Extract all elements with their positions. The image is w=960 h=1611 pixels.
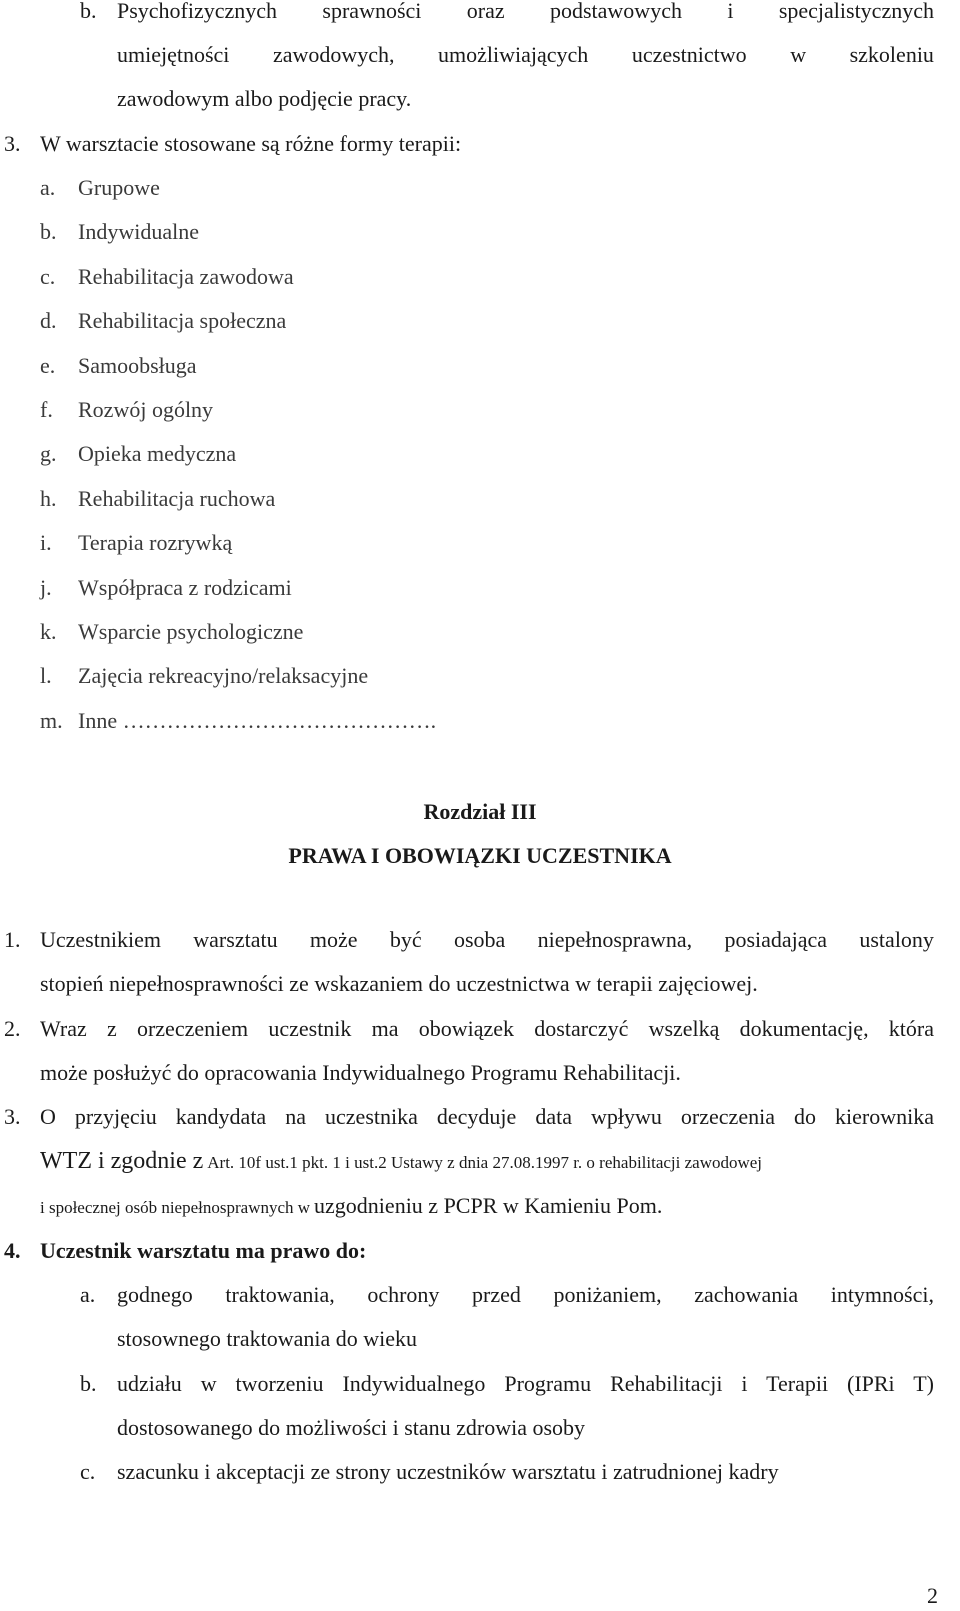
word: ochrony <box>367 1282 440 1307</box>
word: zawodowych, <box>272 42 395 67</box>
text-line: dostosowanego do możliwości i stanu zdrowia osoby <box>117 1415 586 1440</box>
text-line: stosownego traktowania do wieku <box>117 1326 417 1351</box>
word: zachowania <box>694 1282 799 1307</box>
list-marker: a. <box>80 1282 96 1307</box>
word: godnego <box>117 1282 193 1307</box>
word: traktowania, <box>225 1282 335 1307</box>
list-marker: m. <box>40 707 63 733</box>
therapy-item: Współpraca z rodzicami <box>78 574 292 600</box>
list-marker: 2. <box>4 1016 21 1041</box>
text-large: WTZ i zgodnie z <box>40 1148 204 1174</box>
therapy-item: Inne ……………………………………. <box>78 707 437 733</box>
list-marker: 3. <box>4 131 21 156</box>
list-marker: b. <box>80 1371 97 1396</box>
word: specjalistycznych <box>778 0 934 23</box>
word: ustalony <box>859 927 934 952</box>
word: intymności, <box>830 1282 934 1307</box>
list-marker: c. <box>80 1459 96 1484</box>
list-marker: e. <box>40 352 56 378</box>
text-line: Wraz z orzeczeniem uczestnik ma obowiązek dostarczyć wszelką dokumentację, która <box>40 1016 934 1041</box>
list-marker: h. <box>40 485 57 511</box>
justified-line <box>117 0 934 26</box>
therapy-item: Indywidualne <box>78 219 199 245</box>
word: posiadająca <box>724 927 828 952</box>
therapy-item: Rehabilitacja ruchowa <box>78 485 276 511</box>
therapy-item: Grupowe <box>78 175 160 200</box>
section-lead: W warsztacie stosowane są różne formy terapii: <box>40 131 462 156</box>
therapy-item: Terapia rozrywką <box>78 530 233 556</box>
justified-line <box>40 925 934 955</box>
list-marker: b. <box>80 0 97 23</box>
word: umiejętności <box>117 42 230 67</box>
list-marker: k. <box>40 619 57 644</box>
word: być <box>389 927 422 952</box>
word: Uczestnikiem <box>40 927 161 952</box>
chapter-subtitle: PRAWA I OBOWIĄZKI UCZESTNIKA <box>288 843 672 868</box>
word: warsztatu <box>193 927 278 952</box>
word: w <box>790 42 807 67</box>
list-marker: a. <box>40 175 56 200</box>
word: uczestnictwo <box>631 42 747 67</box>
text-small: Art. 10f ust.1 pkt. 1 i ust.2 Ustawy z dnia 27.08.1997 r. o rehabilitacji zawodowej <box>207 1153 763 1172</box>
therapy-item: Zajęcia rekreacyjno/relaksacyjne <box>78 663 369 689</box>
word: i <box>727 0 734 23</box>
text-line: O przyjęciu kandydata na uczestnika decyduje data wpływu orzeczenia do kierownika <box>40 1104 934 1129</box>
list-marker: 3. <box>4 1104 21 1129</box>
word: podstawowych <box>549 0 682 23</box>
justified-line <box>117 40 934 70</box>
justified-line <box>117 1280 934 1310</box>
list-marker: j. <box>40 574 52 600</box>
word: poniżaniem, <box>553 1282 662 1307</box>
word: może <box>309 927 358 952</box>
list-marker: d. <box>40 308 57 334</box>
list-marker: l. <box>40 663 52 689</box>
chapter-title: Rozdział III <box>423 799 537 824</box>
therapy-item: Rehabilitacja społeczna <box>78 308 287 334</box>
therapy-item: Rehabilitacja zawodowa <box>78 263 294 289</box>
word: oraz <box>466 0 505 23</box>
word: Psychofizycznych <box>117 0 278 23</box>
list-marker: g. <box>40 441 57 467</box>
word: niepełnosprawna, <box>537 927 693 952</box>
list-marker: i. <box>40 530 52 556</box>
list-marker: b. <box>40 219 57 245</box>
word: osoba <box>453 927 506 952</box>
text-line: stopień niepełnosprawności ze wskazaniem do uczestnictwa w terapii zajęciowej. <box>40 971 758 996</box>
list-marker: 4. <box>4 1238 21 1263</box>
page-number: 2 <box>927 1583 938 1608</box>
text-small: i społecznej osób niepełnosprawnych w <box>40 1198 311 1217</box>
rights-heading: Uczestnik warsztatu ma prawo do: <box>40 1238 367 1263</box>
text-large: uzgodnieniu z PCPR w Kamieniu Pom. <box>314 1193 663 1218</box>
therapy-item: Samoobsługa <box>78 352 197 378</box>
word: umożliwiających <box>438 42 589 67</box>
mixed-size-line <box>40 1191 662 1221</box>
therapy-item: Opieka medyczna <box>78 441 237 467</box>
therapy-item: Rozwój ogólny <box>78 397 214 422</box>
text-line: zawodowym albo podjęcie pracy. <box>117 86 412 111</box>
mixed-size-line <box>40 1146 762 1176</box>
list-marker: 1. <box>4 927 21 952</box>
word: sprawności <box>322 0 422 23</box>
therapy-item: Wsparcie psychologiczne <box>78 619 304 644</box>
text-line: może posłużyć do opracowania Indywidualnego Programu Rehabilitacji. <box>40 1060 681 1085</box>
text-line: szacunku i akceptacji ze strony uczestników warsztatu i zatrudnionej kadry <box>117 1459 779 1484</box>
word: przed <box>472 1282 521 1307</box>
list-marker: f. <box>40 397 53 422</box>
word: szkoleniu <box>849 42 934 67</box>
list-marker: c. <box>40 263 56 289</box>
text-line: udziału w tworzeniu Indywidualnego Programu Rehabilitacji i Terapii (IPRi T) <box>117 1371 934 1396</box>
